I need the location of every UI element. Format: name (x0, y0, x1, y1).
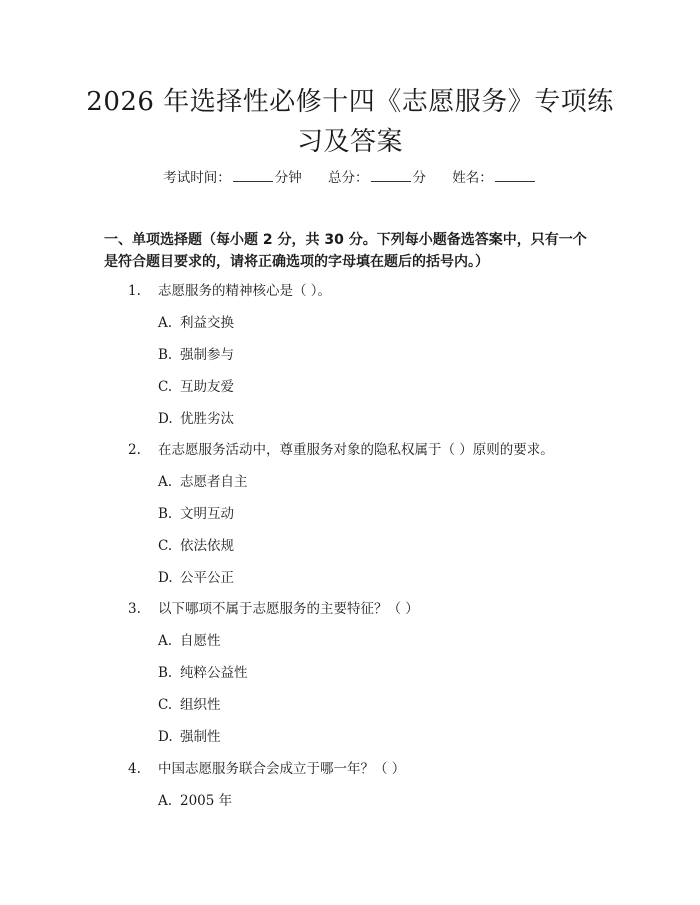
option-item (158, 791, 232, 811)
option-item (158, 536, 234, 556)
score-unit: 分 (412, 170, 426, 186)
option-letter: C. (158, 379, 173, 395)
exam-time-unit: 分钟 (274, 170, 302, 186)
question-item (128, 759, 405, 779)
score-blank (371, 169, 411, 182)
name-blank (495, 169, 535, 182)
option-text: 组织性 (180, 697, 221, 713)
option-text: 强制参与 (180, 347, 234, 363)
option-letter: A. (158, 633, 173, 649)
option-item (158, 377, 234, 397)
option-letter: B. (158, 347, 173, 363)
option-text: 互助友爱 (180, 379, 234, 395)
question-item (128, 281, 331, 301)
question-number: 2. (128, 442, 141, 458)
question-number: 1. (128, 283, 141, 299)
exam-meta-line (0, 168, 700, 188)
option-text: 2005 年 (180, 793, 233, 809)
option-item (158, 313, 234, 333)
document-title (60, 82, 640, 162)
option-item (158, 631, 221, 651)
option-text: 纯粹公益性 (180, 665, 248, 681)
option-letter: C. (158, 697, 173, 713)
option-letter: D. (158, 411, 173, 427)
option-item (158, 472, 248, 492)
option-item (158, 727, 221, 747)
exam-time (163, 168, 302, 188)
option-letter: D. (158, 570, 173, 586)
option-item (158, 409, 234, 429)
exam-time-label: 考试时间： (163, 170, 231, 186)
option-letter: A. (158, 315, 173, 331)
option-text: 利益交换 (180, 315, 234, 331)
option-text: 公平公正 (180, 570, 234, 586)
question-text: 志愿服务的精神核心是（ ）。 (158, 283, 332, 299)
option-text: 依法依规 (180, 538, 234, 554)
question-number: 3. (128, 601, 141, 617)
option-text: 文明互动 (180, 506, 234, 522)
section-heading: 一、单项选择题（每小题 2 分，共 30 分。下列每小题备选答案中，只有一个是符合题目要求的，请将正确选项的字母填在题后的括号内。） (104, 232, 587, 270)
question-text: 在志愿服务活动中，尊重服务对象的隐私权属于（ ）原则的要求。 (158, 442, 554, 458)
option-letter: B. (158, 506, 173, 522)
question-text: 中国志愿服务联合会成立于哪一年？（ ） (158, 761, 406, 777)
option-item (158, 345, 234, 365)
option-letter: A. (158, 793, 173, 809)
question-item (128, 599, 419, 619)
exam-time-blank (233, 169, 273, 182)
option-text: 志愿者自主 (180, 474, 248, 490)
question-number: 4. (128, 761, 141, 777)
option-letter: B. (158, 665, 173, 681)
name-label: 姓名： (452, 170, 493, 186)
question-item (128, 440, 554, 460)
option-item (158, 504, 234, 524)
option-text: 自愿性 (180, 633, 221, 649)
total-score (328, 168, 426, 188)
student-name (452, 168, 537, 188)
option-item (158, 663, 248, 683)
option-text: 强制性 (180, 729, 221, 745)
question-text: 以下哪项不属于志愿服务的主要特征？（ ） (158, 601, 419, 617)
title-line-2: 习及答案 (296, 127, 403, 157)
option-letter: D. (158, 729, 173, 745)
score-label: 总分： (328, 170, 369, 186)
option-item (158, 695, 221, 715)
option-text: 优胜劣汰 (180, 411, 234, 427)
option-item (158, 568, 234, 588)
option-letter: A. (158, 474, 173, 490)
option-letter: C. (158, 538, 173, 554)
title-line-1: 2026 年选择性必修十四《志愿服务》专项练 (86, 87, 614, 117)
